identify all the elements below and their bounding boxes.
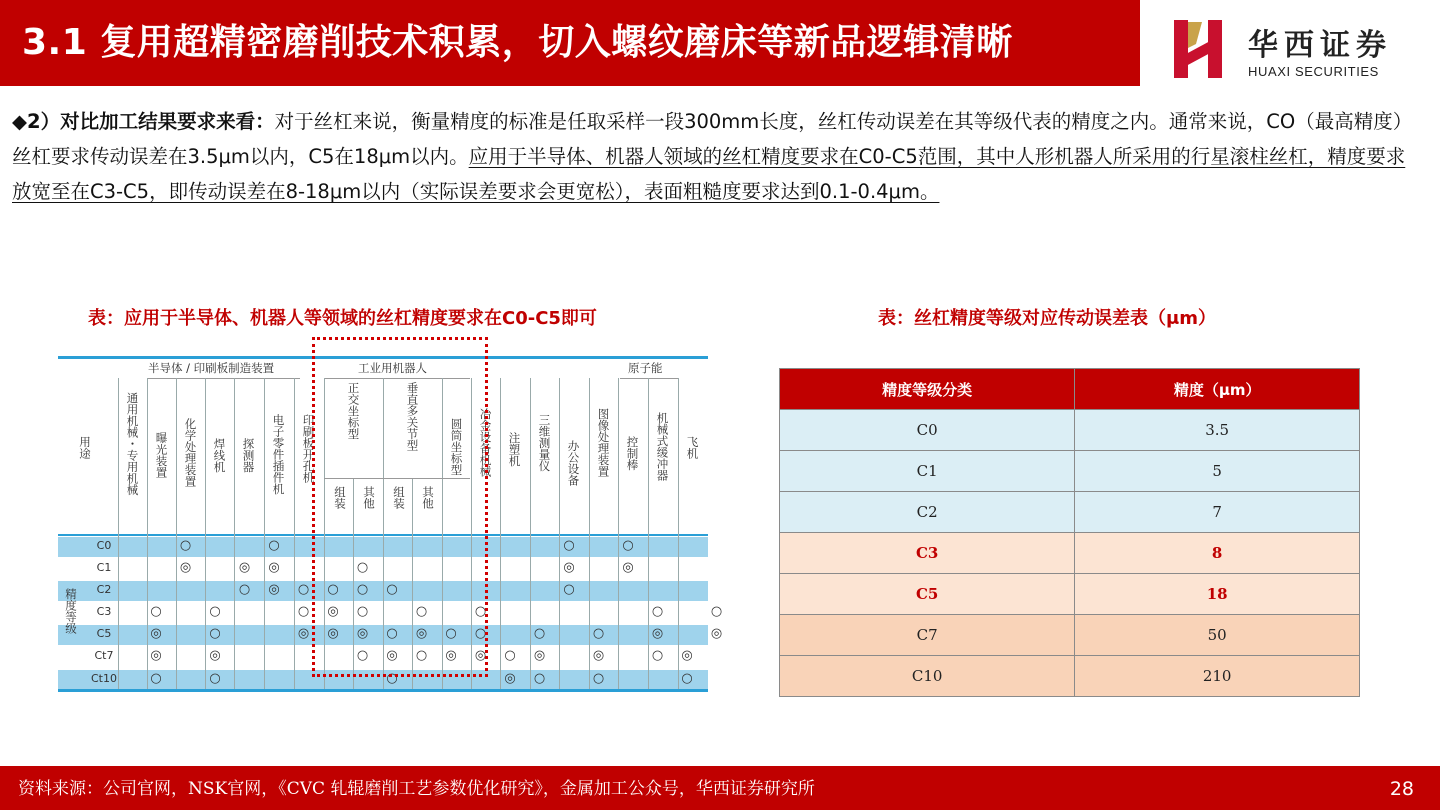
double-circle-mark: ◎ <box>268 582 280 597</box>
precision-cell: 18 <box>1075 574 1360 615</box>
double-circle-mark: ◎ <box>504 671 516 686</box>
double-circle-mark: ◎ <box>297 626 310 641</box>
double-circle-mark: ◎ <box>150 648 162 663</box>
logo-chinese-name: 华西证券 <box>1248 28 1392 63</box>
double-circle-mark: ◎ <box>150 626 162 641</box>
grade-label: C2 <box>96 583 112 596</box>
body-paragraph <box>12 104 1408 209</box>
right-table-caption: 表：丝杠精度等级对应传动误差表（μm） <box>878 308 1216 329</box>
grade-head: 精度等级 <box>64 588 78 634</box>
circle-mark: ○ <box>563 538 575 553</box>
circle-mark: ○ <box>356 648 369 663</box>
column-header: 注塑机 <box>507 432 522 467</box>
circle-mark: ○ <box>592 671 605 686</box>
double-circle-mark: ◎ <box>533 648 546 663</box>
column-divider <box>648 378 649 689</box>
double-circle-mark: ◎ <box>445 648 457 663</box>
double-circle-mark: ◎ <box>268 560 280 575</box>
column-header: 印刷板开孔机 <box>301 414 316 483</box>
logo-english-name: HUAXI SECURITIES <box>1248 64 1379 79</box>
circle-mark: ○ <box>209 671 221 686</box>
column-divider <box>500 378 501 689</box>
table-row <box>780 656 1360 697</box>
precision-cell: 8 <box>1075 533 1360 574</box>
circle-mark: ○ <box>533 671 546 686</box>
precision-cell: 210 <box>1075 656 1360 697</box>
group-underline-semi <box>148 378 300 379</box>
page-title: 3.1 复用超精密磨削技术积累，切入螺纹磨床等新品逻辑清晰 <box>22 22 1013 63</box>
circle-mark: ○ <box>474 604 487 619</box>
circle-mark: ○ <box>150 671 162 686</box>
double-circle-mark: ◎ <box>386 648 398 663</box>
circle-mark: ○ <box>356 582 369 597</box>
grade-cell: C5 <box>780 574 1075 615</box>
column-header: 冶金设备机械 <box>478 408 493 477</box>
column-divider <box>294 378 295 689</box>
circle-mark: ○ <box>386 671 398 686</box>
grade-cell: C1 <box>780 451 1075 492</box>
double-circle-mark: ◎ <box>563 560 575 575</box>
sub-assemble-2: 组装 <box>392 486 406 509</box>
column-header: 飞机 <box>685 436 700 459</box>
group-label-nuclear: 原子能 <box>628 361 663 375</box>
double-circle-mark: ◎ <box>238 560 251 575</box>
circle-mark: ○ <box>386 582 398 597</box>
grade-cell: C7 <box>780 615 1075 656</box>
application-grade-matrix <box>58 356 723 696</box>
circle-mark: ○ <box>327 582 339 597</box>
header-grade: 精度等级分类 <box>780 369 1075 410</box>
column-header: 化学处理装置 <box>183 418 198 487</box>
circle-mark: ○ <box>268 538 280 553</box>
grade-label: Ct10 <box>91 672 117 685</box>
page-number: 28 <box>1389 778 1414 800</box>
column-divider <box>618 378 619 689</box>
source-note: 资料来源：公司官网，NSK官网，《CVC 轧辊磨削工艺参数优化研究》，金属加工公众号，华西证券研究所 <box>18 779 815 799</box>
circle-mark: ○ <box>209 604 221 619</box>
table-row <box>780 574 1360 615</box>
double-circle-mark: ◎ <box>710 626 723 641</box>
grade-label: C0 <box>96 539 112 552</box>
huaxi-logo-icon <box>1168 14 1230 80</box>
sub-other-1: 其他 <box>362 486 376 509</box>
double-circle-mark: ◎ <box>327 626 339 641</box>
footer-bar <box>0 766 1440 810</box>
column-divider <box>559 378 560 689</box>
circle-mark: ○ <box>622 538 634 553</box>
group-label-robot: 工业用机器人 <box>358 361 427 375</box>
paragraph-underlined-text: 应用于半导体、机器人领域的丝杠精度要求在C0-C5范围，其中人形机器人所采用的行星滚柱丝杠，精度要求放宽至在C3-C5，即传动误差在8-18μm以内（实际误差要求会更宽松），表面粗糙度要求达到0.1-0.4μm。 <box>12 145 1406 203</box>
grade-cell: C0 <box>780 410 1075 451</box>
company-logo <box>1168 14 1418 80</box>
column-divider <box>147 378 148 689</box>
column-header: 正交坐标型 <box>346 382 361 440</box>
double-circle-mark: ◎ <box>474 648 487 663</box>
column-divider <box>264 378 265 689</box>
column-header: 办公设备 <box>566 440 581 486</box>
circle-mark: ○ <box>150 604 162 619</box>
circle-mark: ○ <box>474 626 487 641</box>
highlight-dashed-box <box>312 337 488 677</box>
double-circle-mark: ◎ <box>651 626 664 641</box>
table-row <box>780 410 1360 451</box>
paragraph-text: 对于丝杠来说，衡量精度的标准是任取采样一段300mm长度，丝杠传动误差在其等级代表的精度之内。通常来说，CO（最高精度）丝杠要求传动误差在3.5μm以内，C5在18μm以内。 <box>12 110 1403 168</box>
circle-mark: ○ <box>592 626 605 641</box>
precision-cell: 50 <box>1075 615 1360 656</box>
circle-mark: ○ <box>681 671 693 686</box>
column-header: 机械式缓冲器 <box>655 412 670 481</box>
circle-mark: ○ <box>563 582 575 597</box>
precision-cell: 5 <box>1075 451 1360 492</box>
double-circle-mark: ◎ <box>179 560 192 575</box>
circle-mark: ○ <box>386 626 398 641</box>
table-row <box>780 451 1360 492</box>
grade-label: Ct7 <box>94 649 114 662</box>
group-underline-nuclear <box>620 378 678 379</box>
grade-cell: C3 <box>780 533 1075 574</box>
circle-mark: ○ <box>297 604 310 619</box>
circle-mark: ○ <box>445 626 457 641</box>
table-header-row <box>780 369 1360 410</box>
column-divider <box>589 378 590 689</box>
left-table-caption: 表：应用于半导体、机器人等领域的丝杠精度要求在C0-C5即可 <box>88 308 597 329</box>
double-circle-mark: ◎ <box>681 648 693 663</box>
column-divider <box>530 378 531 689</box>
group-label-semiconductor: 半导体 / 印刷板制造装置 <box>148 361 275 375</box>
double-circle-mark: ◎ <box>356 626 369 641</box>
table-row <box>780 533 1360 574</box>
column-header: 焊线机 <box>212 438 227 473</box>
column-header: 曝光装置 <box>154 432 169 478</box>
circle-mark: ○ <box>297 582 310 597</box>
paragraph-lead: ◆2）对比加工结果要求来看： <box>12 110 275 133</box>
table-row <box>780 615 1360 656</box>
column-header: 图像处理装置 <box>596 408 611 477</box>
precision-table <box>779 368 1360 697</box>
column-divider <box>205 378 206 689</box>
grade-cell: C2 <box>780 492 1075 533</box>
column-divider <box>176 378 177 689</box>
column-header: 控制棒 <box>625 436 640 471</box>
double-circle-mark: ◎ <box>327 604 339 619</box>
precision-cell: 7 <box>1075 492 1360 533</box>
circle-mark: ○ <box>415 604 428 619</box>
circle-mark: ○ <box>710 604 723 619</box>
column-header: 探测器 <box>241 438 256 473</box>
column-divider <box>678 378 679 689</box>
circle-mark: ○ <box>651 604 664 619</box>
grade-label: C5 <box>96 627 112 640</box>
column-divider <box>234 378 235 689</box>
circle-mark: ○ <box>504 648 516 663</box>
precision-cell: 3.5 <box>1075 410 1360 451</box>
grade-label: C1 <box>96 561 112 574</box>
table-row <box>780 492 1360 533</box>
column-divider <box>118 378 119 689</box>
grade-label: C3 <box>96 605 112 618</box>
row-head-usage: 用途 <box>78 436 92 459</box>
sub-assemble-1: 组装 <box>333 486 347 509</box>
column-header: 通用机械・专用机械 <box>125 392 140 496</box>
double-circle-mark: ◎ <box>209 648 221 663</box>
circle-mark: ○ <box>533 626 546 641</box>
circle-mark: ○ <box>238 582 251 597</box>
circle-mark: ○ <box>356 604 369 619</box>
circle-mark: ○ <box>651 648 664 663</box>
sub-other-2: 其他 <box>421 486 435 509</box>
grade-cell: C10 <box>780 656 1075 697</box>
header-precision: 精度（μm） <box>1075 369 1360 410</box>
circle-mark: ○ <box>356 560 369 575</box>
matrix-bottom-rule <box>58 689 708 692</box>
double-circle-mark: ◎ <box>592 648 605 663</box>
double-circle-mark: ◎ <box>622 560 634 575</box>
column-header: 垂直多关节型 <box>405 382 420 451</box>
column-header: 三维测量仪 <box>537 414 552 472</box>
double-circle-mark: ◎ <box>415 626 428 641</box>
column-header: 电子零件插件机 <box>271 414 286 495</box>
column-header: 圆筒坐标型 <box>449 418 464 476</box>
circle-mark: ○ <box>209 626 221 641</box>
circle-mark: ○ <box>179 538 192 553</box>
title-bar <box>0 0 1140 86</box>
circle-mark: ○ <box>415 648 428 663</box>
